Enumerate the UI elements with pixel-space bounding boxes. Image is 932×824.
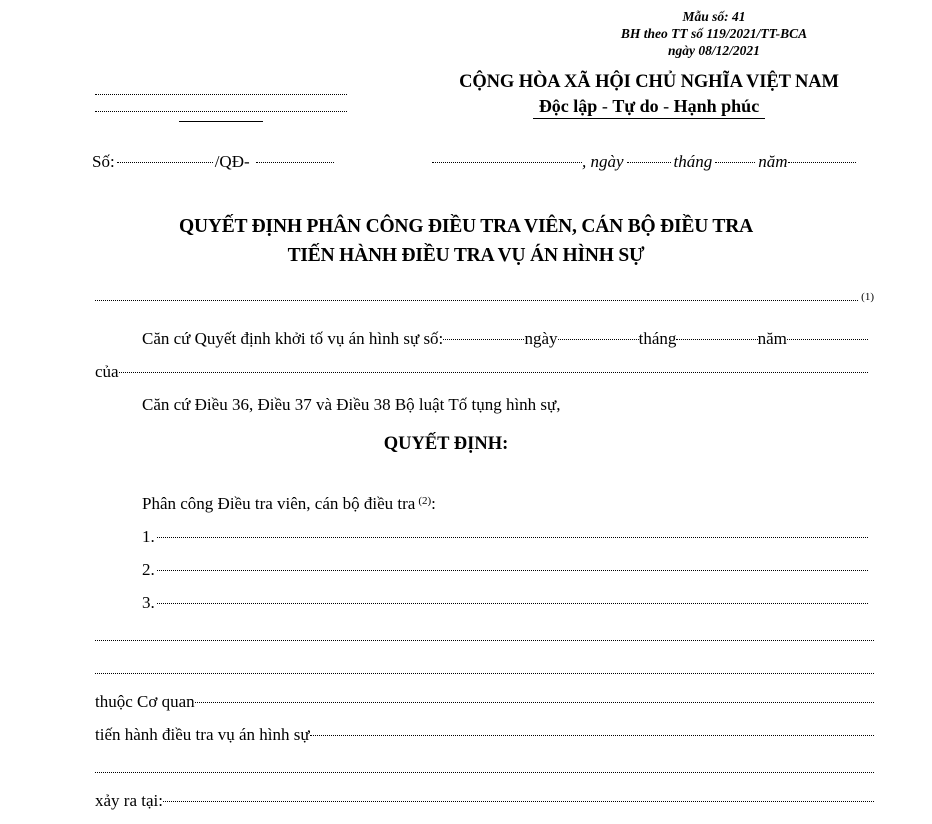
assignment-colon: : <box>431 494 436 513</box>
form-code-line1: Mẫu số: 41 <box>682 9 746 24</box>
assignee-overflow-field-1[interactable] <box>95 640 874 641</box>
national-heading <box>406 72 892 119</box>
basis-month-field[interactable] <box>676 339 757 340</box>
assignee-number-1: 1. <box>142 527 155 546</box>
motto-independence: Độc lập <box>538 96 598 116</box>
footnote-marker-2: (2) <box>418 495 432 507</box>
basis-articles-row <box>0 395 932 428</box>
basis-year-field[interactable] <box>787 339 868 340</box>
page-title <box>66 212 866 270</box>
location-field[interactable] <box>163 801 874 802</box>
basis-year-label: năm <box>757 329 787 348</box>
day-field[interactable] <box>627 162 671 163</box>
year-label: năm <box>758 152 788 171</box>
basis-issuer-field[interactable] <box>119 372 868 373</box>
page-title-line2: TIẾN HÀNH ĐIỀU TRA VỤ ÁN HÌNH SỰ <box>287 245 645 266</box>
conduct-investigation-row <box>0 725 932 758</box>
basis-day-field[interactable] <box>558 339 639 340</box>
assignee-field-2[interactable] <box>157 570 868 571</box>
basis-month-label: tháng <box>638 329 677 348</box>
assignee-overflow-row-2 <box>0 659 932 692</box>
spacer-after-decide-heading <box>0 461 932 494</box>
month-label: tháng <box>673 152 713 171</box>
basis-issuer-row <box>0 362 932 395</box>
conduct-overflow-row <box>0 758 932 791</box>
organization-underline-rule <box>179 121 263 122</box>
basis-issuer-label: của <box>95 362 119 381</box>
basis-decision-label: Căn cứ Quyết định khởi tố vụ án hình sự số: <box>142 329 444 348</box>
agency-field[interactable] <box>195 702 874 703</box>
document-number-suffix-field[interactable] <box>256 162 334 163</box>
assignment-label: Phân công Điều tra viên, cán bộ điều tra <box>142 494 416 513</box>
place-date-row <box>432 152 856 172</box>
assignee-row-1 <box>0 527 932 560</box>
basis-decision-number-field[interactable] <box>443 339 524 340</box>
decide-heading: QUYẾT ĐỊNH: <box>383 434 509 454</box>
form-code-line3: ngày 08/12/2021 <box>668 43 760 58</box>
page-title-line1: QUYẾT ĐỊNH PHÂN CÔNG ĐIỀU TRA VIÊN, CÁN BỘ ĐIỀU TRA <box>179 216 753 237</box>
place-field[interactable] <box>432 162 582 163</box>
assignee-field-1[interactable] <box>157 537 868 538</box>
document-number-separator: /QĐ- <box>214 152 250 171</box>
location-label: xảy ra tại: <box>95 791 163 810</box>
assignee-row-2 <box>0 560 932 593</box>
form-code-line2: BH theo TT số 119/2021/TT-BCA <box>620 26 808 41</box>
conduct-investigation-label: tiến hành điều tra vụ án hình sự <box>95 725 310 744</box>
day-label: ngày <box>590 152 624 171</box>
national-motto <box>533 96 765 119</box>
motto-happiness: Hạnh phúc <box>673 96 760 116</box>
assignee-overflow-row-1 <box>0 626 932 659</box>
conduct-overflow-field[interactable] <box>95 772 874 773</box>
conduct-investigation-field[interactable] <box>310 735 874 736</box>
authority-name-field[interactable] <box>95 300 858 301</box>
basis-decision-row <box>0 329 932 362</box>
issuing-organization-block <box>95 78 347 122</box>
motto-separator-1: - <box>597 96 613 116</box>
assignee-row-3 <box>0 593 932 626</box>
document-number-field[interactable] <box>117 162 213 163</box>
agency-row <box>0 692 932 725</box>
date-comma: , <box>582 152 587 171</box>
assignee-number-2: 2. <box>142 560 155 579</box>
form-code-block <box>564 8 864 59</box>
agency-label: thuộc Cơ quan <box>95 692 195 711</box>
motto-freedom: Tự do <box>612 96 659 116</box>
basis-articles-text: Căn cứ Điều 36, Điều 37 và Điều 38 Bộ luật Tố tụng hình sự, <box>142 395 561 414</box>
document-number-label: Số: <box>92 152 115 171</box>
motto-separator-2: - <box>658 96 674 116</box>
document-number-row <box>92 152 342 172</box>
footnote-marker-1: (1) <box>861 291 874 303</box>
organization-line-1[interactable] <box>95 78 347 95</box>
year-field[interactable] <box>788 162 856 163</box>
location-row <box>0 791 932 824</box>
assignment-label-row <box>0 494 932 527</box>
assignee-number-3: 3. <box>142 593 155 612</box>
authority-name-row <box>0 291 932 329</box>
country-name: CỘNG HÒA XÃ HỘI CHỦ NGHĨA VIỆT NAM <box>459 72 839 92</box>
assignee-overflow-field-2[interactable] <box>95 673 874 674</box>
assignee-field-3[interactable] <box>157 603 868 604</box>
basis-day-label: ngày <box>524 329 558 348</box>
document-body <box>0 291 932 824</box>
month-field[interactable] <box>715 162 755 163</box>
organization-line-2[interactable] <box>95 95 347 112</box>
